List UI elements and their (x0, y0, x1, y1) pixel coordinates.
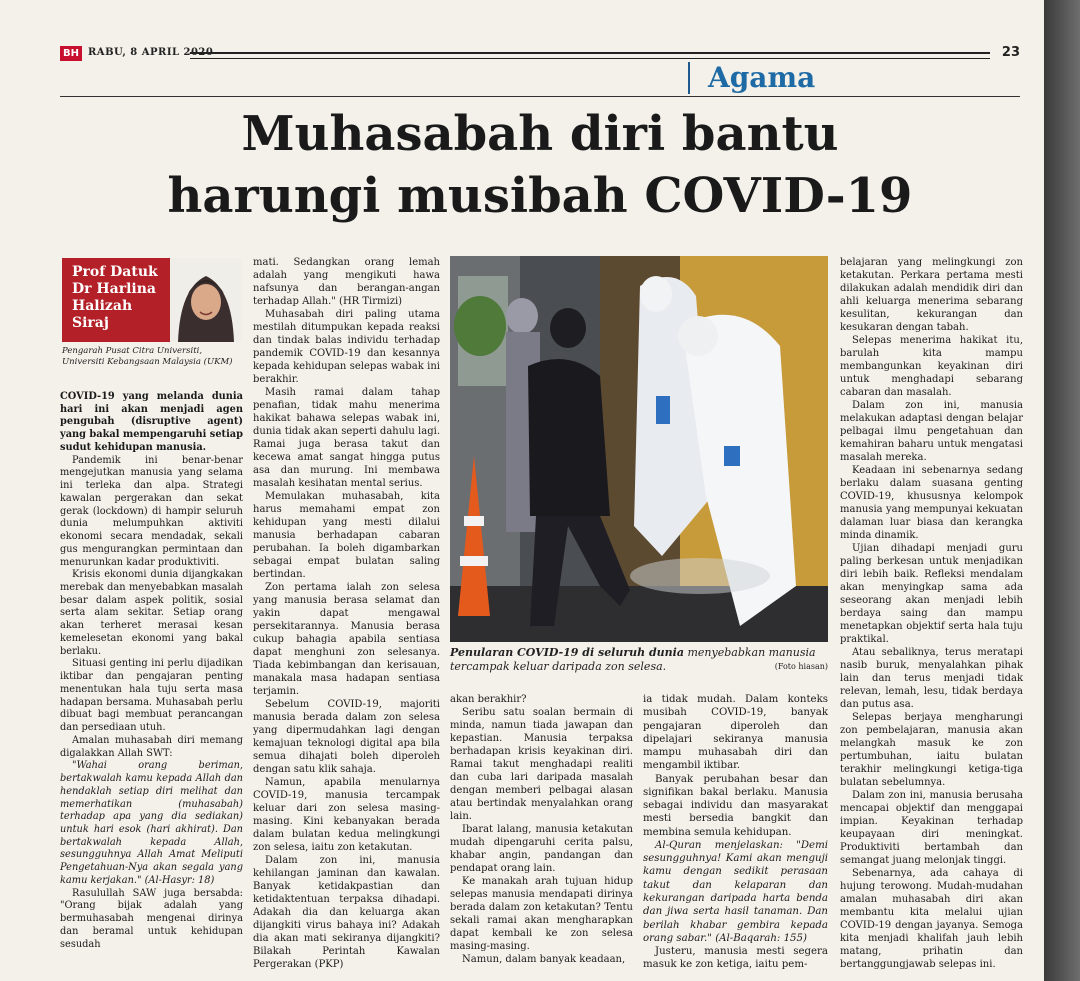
author-name-line: Siraj (72, 315, 109, 331)
paragraph: Rasulullah SAW juga bersabda: "Orang bijak adalah yang bermuhasabah mengenai dirinya dan beramal untuk kehidupan sesudah (60, 887, 243, 950)
headline-line-1: Muhasabah diri bantu (241, 106, 839, 162)
paragraph: Selepas berjaya mengharungi zon pembelajaran, manusia akan melangkah masuk ke zon pertumbuhan, iaitu bulatan terakhir melingkungi ketiga-tiga bulatan sebelumnya. (840, 712, 1023, 788)
paragraph: Situasi genting ini perlu dijadikan iktibar dan pengajaran penting menentukan hala tuju serta masa hadapan bersama. Muhasabah perlu dibuat bagi membuat perancangan dan persediaan utuh. (60, 658, 243, 734)
issue-date: RABU, 8 APRIL 2020 (88, 47, 214, 58)
paragraph: akan berakhir? (450, 694, 527, 705)
paragraph: Banyak perubahan besar dan signifikan bakal berlaku. Manusia sebagai individu dan masyarakat mesti bersedia bangkit dan membina semula kehidupan. (643, 773, 828, 838)
section-rule (60, 96, 1020, 97)
paragraph: Dalam zon ini, manusia melakukan adaptasi dengan belajar pelbagai ilmu pengetahuan dan kemahiran baharu untuk mengatasi masalah mereka. (840, 400, 1023, 463)
author-box (62, 258, 242, 342)
article-column-3 (450, 693, 633, 966)
article-photo (450, 256, 828, 642)
paragraph: Ibarat lalang, manusia ketakutan mudah dipengaruhi cerita palsu, khabar angin, pandangan dan pendapat orang lain. (450, 824, 633, 874)
paragraph: belajaran yang melingkungi zon ketakutan. Perkara pertama mesti dilakukan adalah mendidik diri dan ahli keluarga menerima sebarang kesulitan, kekurangan dan kesukaran dengan tabah. (840, 257, 1023, 333)
paragraph: mati. Sedangkan orang lemah adalah yang mengikuti hawa nafsunya dan berangan-angan terhadap Allah." (HR Tirmizi) (253, 257, 440, 307)
paragraph: Ujian dihadapi menjadi guru paling berkesan untuk menjadikan diri lebih baik. Refleksi mendalam akan menyingkap sama ada seseorang akan menjadi lebih berdaya saing dan mampu menetapkan objektif serta hala tuju praktikal. (840, 543, 1023, 645)
bh-logo: BH (60, 46, 82, 61)
paragraph: Justeru, manusia mesti segera masuk ke zon ketiga, iaitu pem- (643, 946, 828, 971)
page-number: 23 (1001, 45, 1020, 60)
paragraph: Dalam zon ini, manusia berusaha mencapai objektif dan menggapai impian. Keyakinan terhadap keupayaan diri meningkat. Produktiviti bertambah dan semangat juang melonjak tinggi. (840, 790, 1023, 866)
quote-paragraph: "Wahai orang beriman, bertakwalah kamu kepada Allah dan hendaklah setiap diri melihat dan memerhatikan (muhasabah) terhadap apa yang dia sediakan) untuk hari esok (hari akhirat). Dan bertakwalah kepada Allah, sesungguhnya Allah Amat Meliputi Pengetahuan-Nya akan segala yang kamu kerjakan." (Al-Hasyr: 18) (60, 760, 243, 886)
author-affiliation: Pengarah Pusat Citra Universiti, Universiti Kebangsaan Malaysia (UKM) (62, 346, 233, 367)
header-rule (190, 52, 990, 59)
paragraph (60, 391, 243, 455)
photo-credit: (Foto hiasan) (774, 662, 828, 671)
paragraph: Namun, apabila menularnya COVID-19, manusia tercampak keluar dari zon selesa masing-masing. Kini kebanyakan berada dalam bulatan kedua melingkungi zon selesa, iaitu zon ketakutan. (253, 777, 440, 853)
paragraph: Memulakan muhasabah, kita harus memahami empat zon kehidupan yang mesti dilalui manusia berhadapan cabaran perubahan. Ia boleh digambarkan sebagai empat bulatan saling bertindan. (253, 491, 440, 580)
photo-caption (450, 646, 828, 674)
paragraph: Sebenarnya, ada cahaya di hujung terowong. Mudah-mudahan amalan muhasabah diri akan membantu kita melalui ujian COVID-19 dengan jayanya. Semoga kita menjadi khalifah jauh lebih matang, prihatin dan bertanggungjawab selepas ini. (840, 868, 1023, 970)
paragraph: Pandemik ini benar-benar mengejutkan manusia yang selama ini terleka dan alpa. Strategi kawalan pergerakan dan sekat gerak (lockdown) di hampir seluruh dunia melumpuhkan aktiviti ekonomi secara mendadak, sekali gus mengurangkan permintaan dan menurunkan kadar produktiviti. (60, 454, 243, 568)
lead-paragraph: COVID-19 yang melanda dunia hari ini akan menjadi agen pengubah (disruptive agent) yang bakal mempengaruhi setiap sudut kehidupan manusia. (60, 391, 243, 453)
author-name (72, 264, 158, 332)
article-column-4 (643, 693, 828, 972)
author-name-line: Prof Datuk (72, 264, 158, 280)
headline-line-2: harungi musibah COVID-19 (167, 168, 913, 224)
paragraph: Sebelum COVID-19, majoriti manusia berada dalam zon selesa yang dipermudahkan lagi dengan kemajuan teknologi digital apa bila semua dihajati boleh diperoleh dengan satu klik sahaja. (253, 699, 440, 775)
paragraph: Muhasabah diri paling utama mestilah ditumpukan kepada reaksi dan tindak balas individu terhadap pandemik COVID-19 dan kesannya kepada kehidupan selepas wabak ini berakhir. (253, 309, 440, 385)
paragraph: ia tidak mudah. Dalam konteks musibah COVID-19, banyak pengajaran diperoleh dan dipelajari sekiranya manusia mampu muhasabah diri dan mengambil iktibar. (643, 694, 828, 772)
section-label: Agama (688, 62, 828, 94)
page-edge-shadow (1044, 0, 1080, 981)
paragraph: Dalam zon ini, manusia kehilangan jaminan dan kawalan. Banyak ketidakpastian dan ketidaktentuan terpaksa dihadapi. Adakah dia dan keluarga akan dijangkiti virus bahaya ini? Adakah dia akan mati sekiranya dijangkiti? Bilakah Perintah Kawalan Pergerakan (PKP) (253, 855, 440, 970)
article-column-5 (840, 256, 1023, 971)
paragraph: Amalan muhasabah diri memang digalakkan Allah SWT: (60, 734, 243, 759)
paragraph: Keadaan ini sebenarnya sedang berlaku dalam suasana genting COVID-19, khususnya kelompok manusia yang mempunyai kekuatan dalaman luar biasa dan kerangka minda dinamik. (840, 465, 1023, 541)
paragraph: Namun, dalam banyak keadaan, (462, 954, 626, 965)
article-column-2 (253, 256, 440, 971)
paragraph: Zon pertama ialah zon selesa yang manusia berasa selamat dan yakin dapat mengawal persekitarannya. Manusia berasa cukup bahagia apabila sentiasa dapat menghuni zon selesanya. Tiada kebimbangan dan kerisauan, manakala masa hadapan sentiasa terjamin. (253, 582, 440, 697)
page-header (60, 44, 1020, 64)
author-name-line: Halizah (72, 298, 133, 314)
author-photo (170, 258, 242, 342)
paragraph: Seribu satu soalan bermain di minda, namun tiada jawapan dan kepastian. Manusia terpaksa berhadapan krisis keyakinan diri. Ramai takut menghadapi realiti dan cuba lari daripada masalah dengan memberi pelbagai alasan atau bertindak menyalahkan orang lain. (450, 707, 633, 822)
headline (60, 103, 1020, 227)
paragraph: Ke manakah arah tujuan hidup selepas manusia mendapati dirinya berada dalam zon ketakutan? Tentu sekali ramai akan mengharapkan dapat kembali ke zon selesa masing-masing. (450, 876, 633, 952)
paragraph: Krisis ekonomi dunia dijangkakan merebak dan menyebabkan masalah besar dalam aspek politik, sosial serta alam sekitar. Setiap orang akan terheret merasai kesan kemelesetan ekonomi yang bakal berlaku. (60, 569, 243, 657)
paragraph: Selepas menerima hakikat itu, barulah kita mampu membangunkan keyakinan diri untuk menghadapi sebarang cabaran dan masalah. (840, 335, 1023, 398)
paragraph: Masih ramai dalam tahap penafian, tidak mahu menerima hakikat bahawa selepas wabak ini, dunia tidak akan seperti dahulu lagi. Ramai juga berasa takut dan kecewa amat sangat hingga putus asa dan murung. Ini membawa masalah kesihatan mental serius. (253, 387, 440, 489)
article-column-1 (60, 391, 243, 951)
caption-lead: Penularan COVID-19 di seluruh dunia (450, 646, 684, 659)
quote-paragraph: Al-Quran menjelaskan: "Demi sesungguhnya! Kami akan menguji kamu dengan sedikit perasaan takut dan kelaparan dan kekurangan daripada harta benda dan jiwa serta hasil tanaman. Dan berilah khabar gembira kepada orang sabar." (Al-Baqarah: 155) (643, 839, 828, 944)
caption-text: menyebabkan manusia tercampak keluar daripada zon selesa. (450, 646, 816, 673)
author-name-line: Dr Harlina (72, 281, 156, 297)
paragraph: Atau sebaliknya, terus meratapi nasib buruk, menyalahkan pihak lain dan terus menjadi tidak relevan, lemah, lesu, tidak berdaya dan putus asa. (840, 647, 1023, 710)
